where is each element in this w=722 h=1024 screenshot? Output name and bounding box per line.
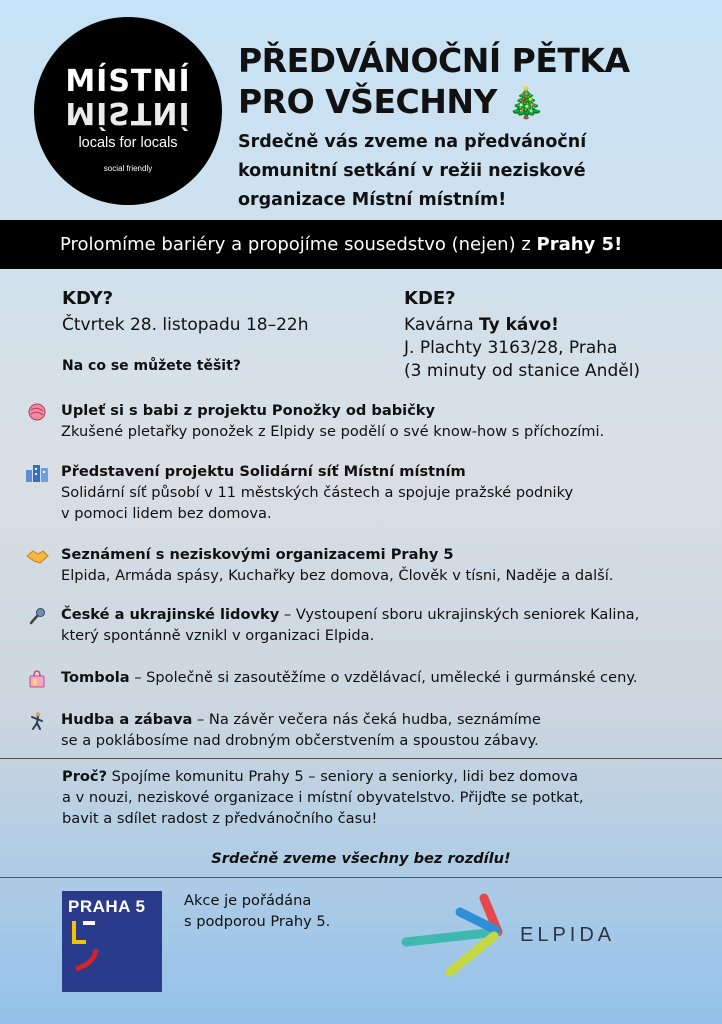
elpida-mark-icon [398, 890, 510, 982]
when-block [62, 288, 308, 337]
dancer-icon [24, 710, 50, 732]
where-venue: Kavárna Ty kávo! [404, 315, 559, 335]
program-item-tombola: Tombola – Společně si zasoutěžíme o vzdělávací, umělecké i gurmánské ceny. [24, 667, 714, 688]
why-block: Proč? Spojíme komunitu Prahy 5 – seniory a seniorky, lidi bez domova a v nouzi, neziskové organizace i místní obyvatelstvo. Přijďte se potkat, bavit a sdílet radost z předvánočního času! [62, 768, 584, 827]
mistni-logo [34, 17, 222, 205]
shopping-bag-icon [24, 668, 50, 690]
program-item-folk-songs: České a ukrajinské lidovky – Vystoupení sboru ukrajinských seniorek Kalina, který spontánně vznikl v organizaci Elpida. [24, 604, 714, 646]
why-label: Proč? [62, 768, 108, 785]
where-address: J. Plachty 3163/28, Praha [404, 338, 618, 358]
praha5-logo [62, 891, 162, 992]
title-line-1: PŘEDVÁNOČNÍ PĚTKA [238, 41, 630, 80]
closing-line: Srdečně zveme všechny bez rozdílu! [211, 850, 511, 867]
page-title [238, 40, 708, 124]
praha5-logo-text: PRAHA 5 [68, 897, 146, 916]
logo-word: MÍSTNÍ [65, 64, 191, 99]
program-item-knitting: Upleť si s babi z projektu Ponožky od babičky Zkušené pletařky ponožek z Elpidy se podělí o své know-how s příchozími. [24, 400, 714, 442]
logo-subtag: social friendly [103, 164, 153, 173]
divider-bottom [0, 877, 722, 878]
city-icon [24, 462, 50, 484]
when-label: KDY? [62, 288, 114, 309]
program-item-ngos: Seznámení s neziskovými organizacemi Prahy 5 Elpida, Armáda spásy, Kuchařky bez domova, Člověk v tísni, Naděje a další. [24, 544, 714, 586]
program-heading: Na co se můžete těšit? [62, 358, 241, 374]
handshake-icon [24, 545, 50, 567]
elpida-logo-text: ELPIDA [520, 924, 616, 946]
support-text: Akce je pořádána s podporou Prahy 5. [184, 892, 331, 930]
program-item-solidarity: Představení projektu Solidární síť Místní místním Solidární síť působí v 11 městských částech a spojuje pražské podniky v pomoci lidem bez domova. [24, 461, 714, 524]
when-value: Čtvrtek 28. listopadu 18–22h [62, 315, 309, 335]
title-line-2: PRO VŠECHNY 🎄 [238, 82, 545, 121]
program-item-music: Hudba a zábava – Na závěr večera nás čeká hudba, seznámíme se a poklábosíme nad drobným občerstvením a spoustou zábavy. [24, 709, 714, 751]
microphone-icon [24, 605, 50, 627]
where-note: (3 minuty od stanice Anděl) [404, 361, 641, 381]
yarn-icon [24, 401, 50, 423]
logo-mirror-word: MÍSTNÍ [65, 95, 191, 130]
subtitle: Srdečně vás zveme na předvánoční komunitní setkání v režii neziskové organizace Místní místním! [238, 132, 587, 210]
logo-tagline: locals for locals [78, 135, 178, 151]
headline-band: Prolomíme bariéry a propojíme sousedstvo (nejen) z Prahy 5! [0, 220, 722, 269]
christmas-tree-icon: 🎄 [507, 86, 545, 121]
divider-top [0, 758, 722, 759]
where-label: KDE? [404, 288, 456, 309]
where-block [404, 288, 640, 383]
